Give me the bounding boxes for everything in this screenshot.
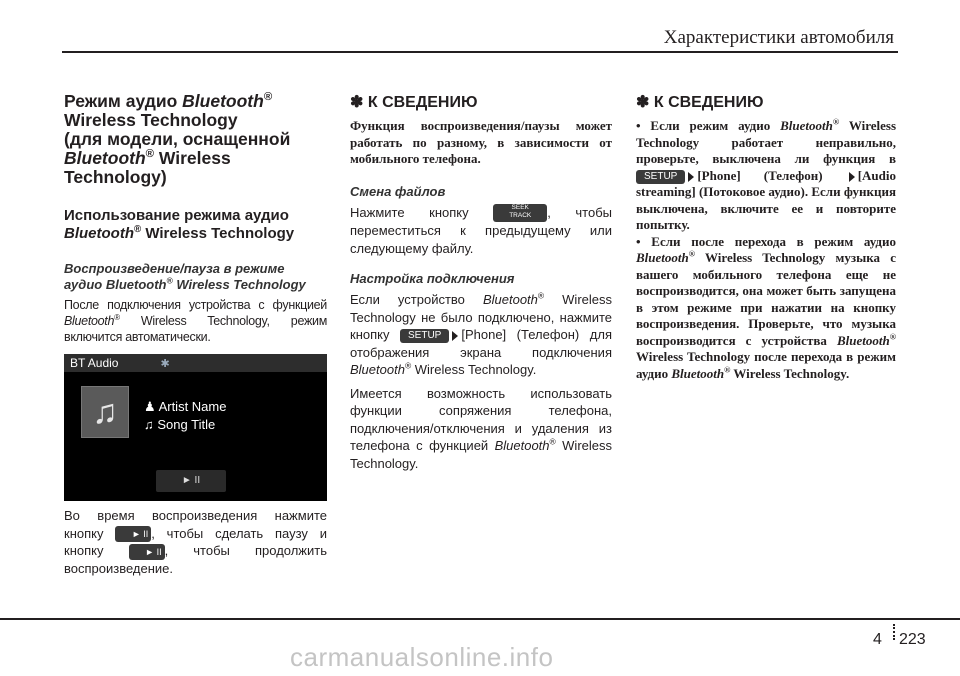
person-icon: ♟	[144, 399, 156, 414]
column-right	[636, 92, 896, 382]
arrow-right-icon	[688, 172, 694, 182]
seek-track-button[interactable]: SEEK TRACK	[493, 204, 547, 222]
note-heading-2: ✽ К СВЕДЕНИЮ	[636, 94, 764, 111]
note-text: Функция воспроизведения/паузы может работать по разному, в зависимости от мобильного телефона.	[350, 118, 612, 166]
play-pause-button-2[interactable]: ► II	[129, 544, 165, 560]
header-divider	[62, 51, 898, 53]
chapter-number: 4	[873, 631, 882, 648]
note-bullet-1: • Если режим аудио Bluetooth® Wireless Technology работает неправильно, проверьте, выключена ли функция в SETUP [Phone] (Телефон) [Audio streaming] (Потоковое аудио). Если функция выключена, включите ее и повторите попытку.	[636, 116, 897, 232]
paragraph-connection: Если устройство Bluetooth® Wireless Technology не было подключено, нажмите кнопку SETUP [Phone] (Телефон) для отображения экрана подключения Bluetooth® Wireless Technology.	[350, 290, 612, 378]
paragraph-auto-mode: После подключения устройства с функцией Bluetooth® Wireless Technology, режим включится автоматически.	[64, 298, 327, 344]
setup-button[interactable]: SETUP	[400, 329, 449, 343]
note-heading: ✽ К СВЕДЕНИЮ	[350, 94, 478, 111]
screen-title-bar: BT Audio ✱	[64, 354, 327, 372]
subsection-title: Использование режима аудио Bluetooth® Wireless Technology	[64, 207, 295, 242]
screen-play-pause-button[interactable]: ► II	[156, 470, 226, 492]
setup-button-2[interactable]: SETUP	[636, 170, 685, 184]
column-left	[64, 92, 327, 351]
arrow-right-icon	[849, 172, 855, 182]
song-title: ♫ Song Title	[144, 417, 216, 432]
page-header-title: Характеристики автомобиля	[663, 27, 894, 48]
paragraph-seek: Нажмите кнопку SEEK TRACK , чтобы переместиться к предыдущему или следующему файлу.	[350, 204, 613, 256]
page-number: 223	[899, 631, 926, 648]
paragraph-pause-resume: Во время воспроизведения нажмите кнопку ► II , чтобы сделать паузу и кнопку ► II , чтобы продолжить воспроизведение.	[64, 508, 327, 576]
arrow-right-icon	[452, 331, 458, 341]
play-pause-button[interactable]: ► II	[115, 526, 151, 542]
paragraph-pairing: Имеется возможность использовать функции сопряжения телефона, подключения/отключения и удаления из телефона с функцией Bluetooth® Wireless Technology.	[350, 385, 612, 471]
footer-divider	[0, 618, 960, 620]
note-bullet-2: • Если после перехода в режим аудио Bluetooth® Wireless Technology музыка с вашего мобильного телефона еще не воспроизводится, она может быть запущена в этом режиме при нажатии на кнопку воспроизведения. Проверьте, что музыка воспроизводится с устройства Bluetooth® Wireless Technology после перехода в режим аудио Bluetooth® Wireless Technology.	[636, 233, 896, 381]
album-art-icon: ♫	[81, 386, 129, 438]
caption-change-files: Смена файлов	[350, 183, 446, 199]
column-middle	[350, 92, 612, 478]
caption-connection-setup: Настройка подключения	[350, 271, 515, 287]
bt-audio-screen	[64, 354, 327, 501]
footer-separator	[893, 624, 897, 640]
bluetooth-icon: ✱	[160, 358, 170, 370]
watermark: carmanualsonline.info	[290, 642, 554, 672]
artist-name: ♟ Artist Name	[144, 399, 227, 414]
music-note-icon: ♫	[144, 417, 154, 432]
caption-play-pause: Воспроизведение/пауза в режиме аудио Bluetooth® Wireless Technology	[64, 261, 306, 292]
section-title: Режим аудио Bluetooth® Wireless Technology (для модели, оснащенной Bluetooth® Wireless Technology)	[64, 91, 291, 187]
